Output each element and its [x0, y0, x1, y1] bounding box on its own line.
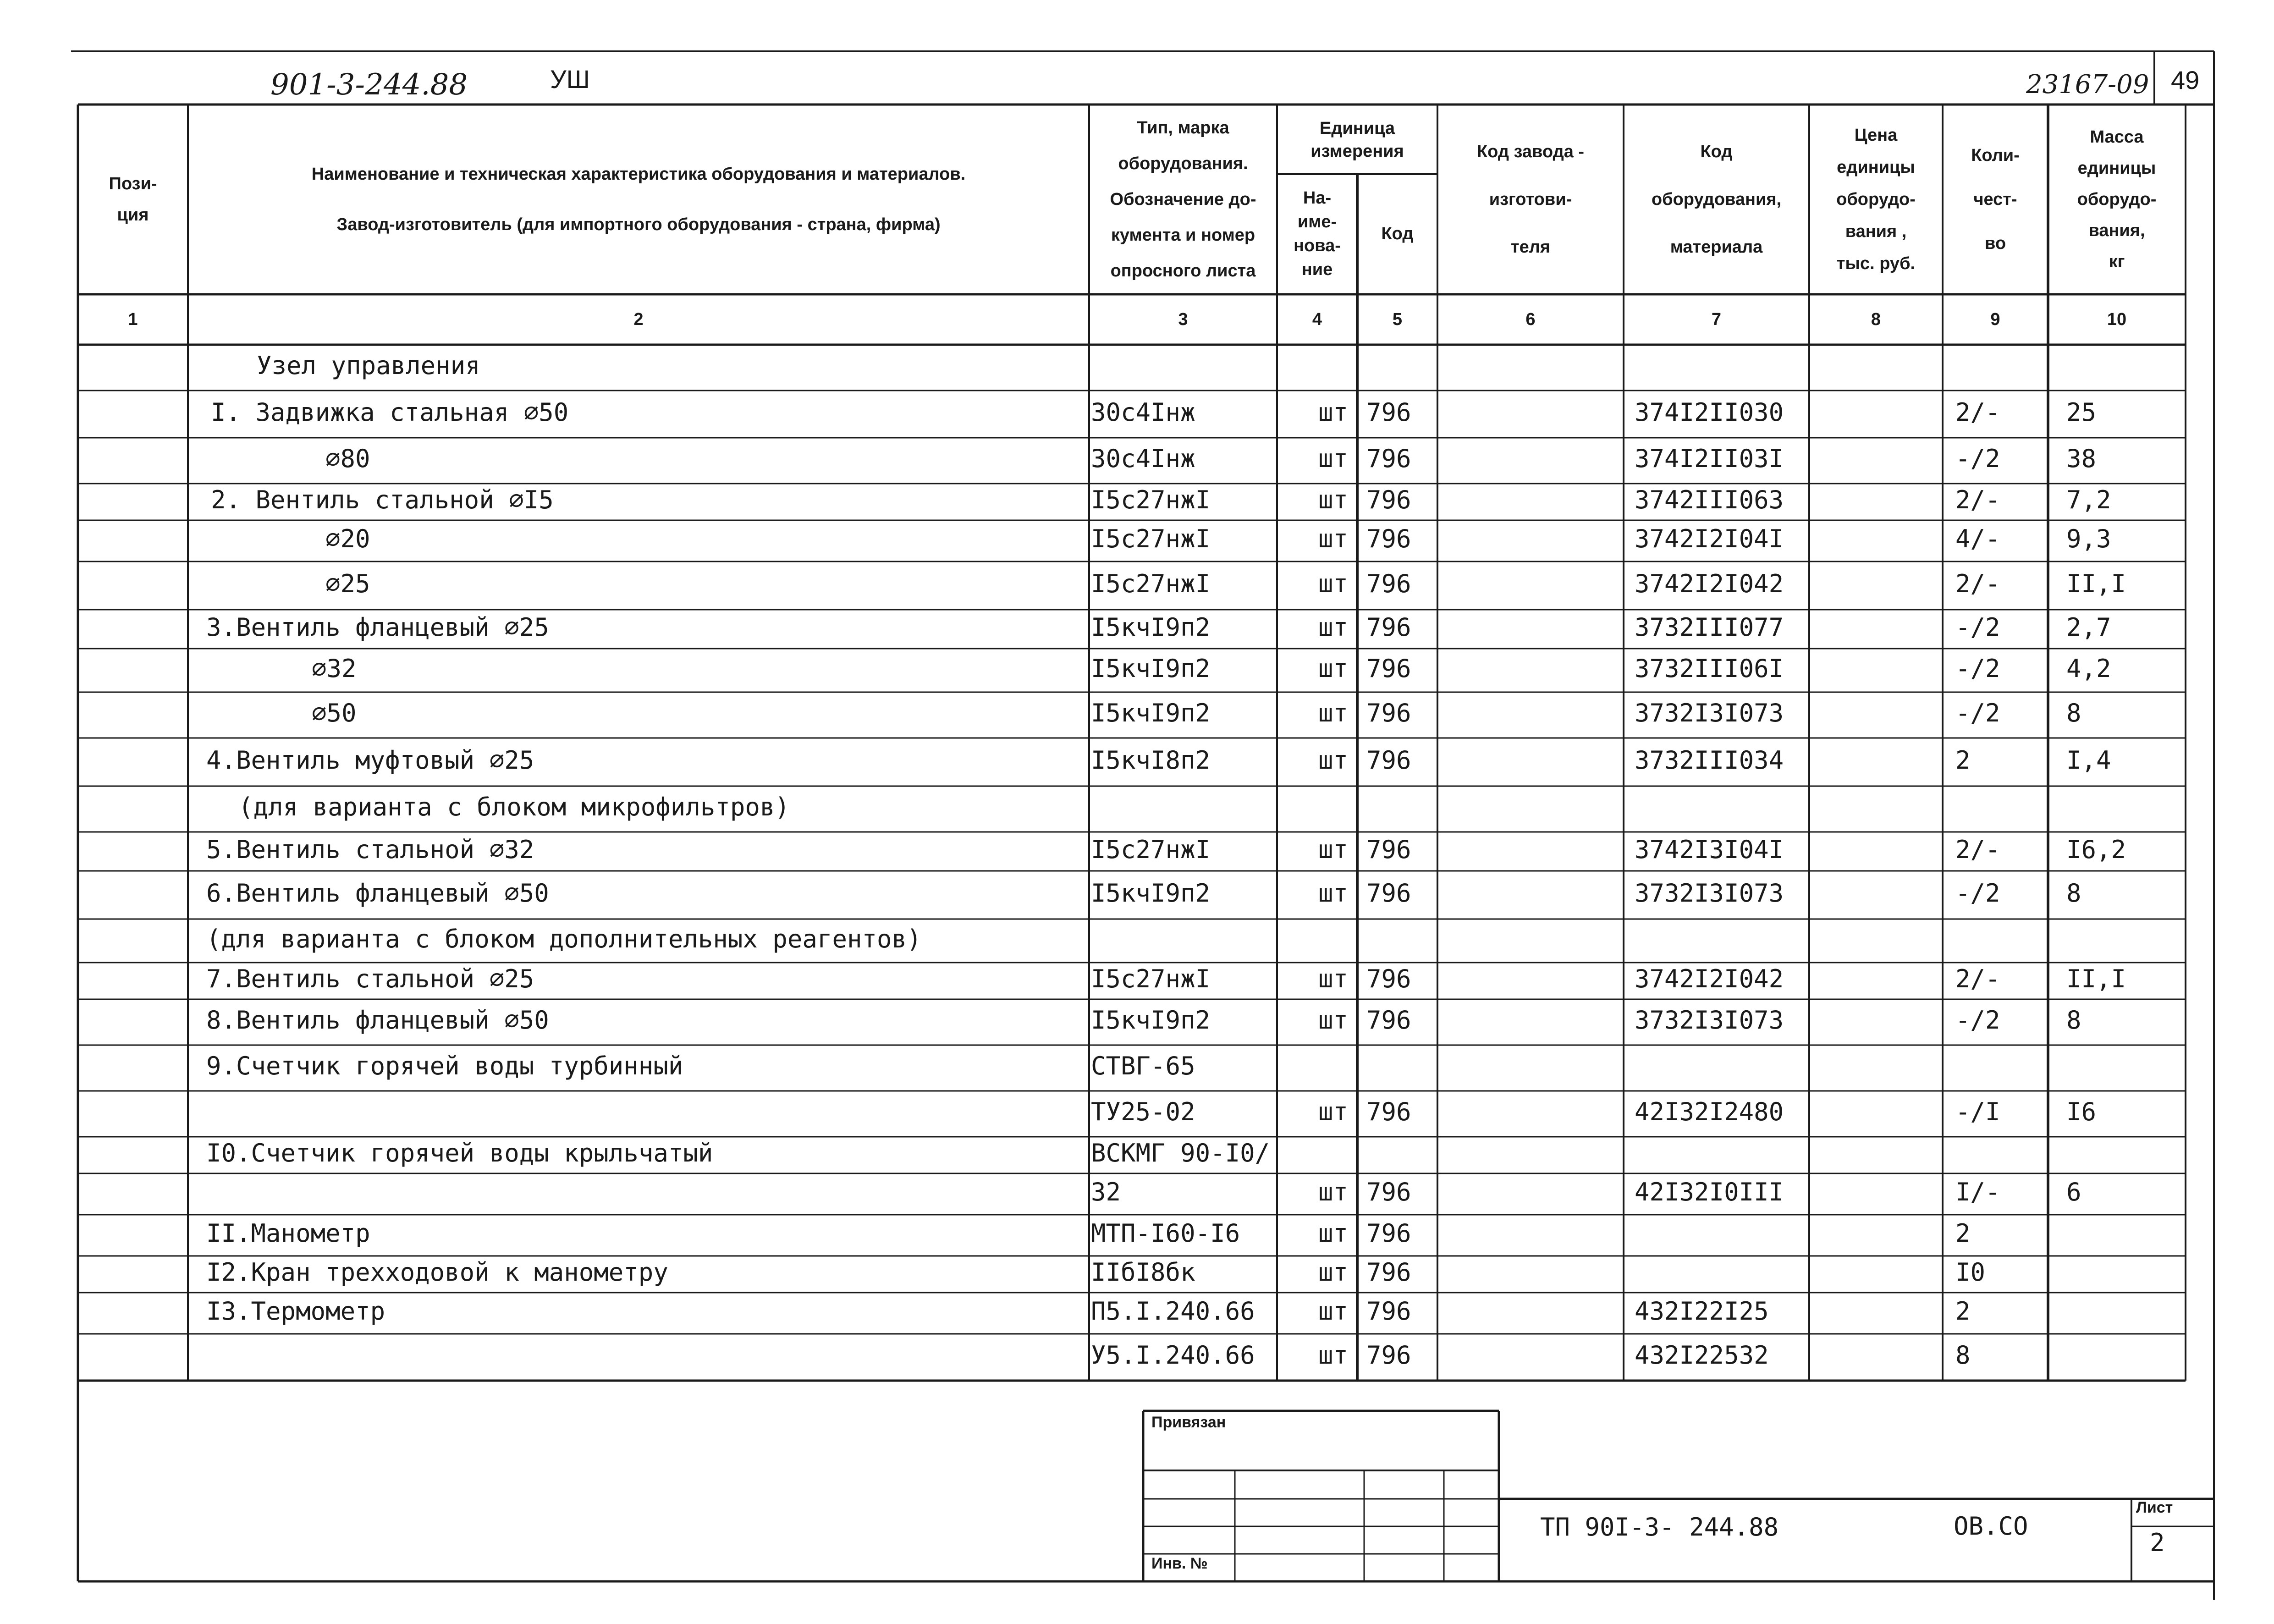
cell-unit-code: 796: [1366, 1006, 1411, 1035]
colnum-10: 10: [2107, 309, 2127, 329]
cell-name: (для варианта с блоком микрофильтров): [238, 793, 790, 821]
cell-unit: шт: [1318, 612, 1348, 642]
cell-mass: II,I: [2066, 569, 2126, 598]
cell-unit: шт: [1318, 1097, 1348, 1126]
cell-name: 8.Вентиль фланцевый ∅50: [206, 1006, 549, 1035]
stamp-bound-label: Привязан: [1151, 1414, 1226, 1431]
cell-name: 3.Вентиль фланцевый ∅25: [206, 612, 549, 642]
colnum-8: 8: [1871, 309, 1881, 329]
cell-name: 7.Вентиль стальной ∅25: [206, 964, 534, 993]
cell-name: (для варианта с блоком дополнительных реагентов): [206, 924, 922, 953]
header-factory-code: Код завода - изготови- теля: [1476, 142, 1585, 257]
header-unit-price: Цена единицы оборудо- вания , тыс. руб.: [1836, 126, 1916, 273]
page-number: 49: [2171, 66, 2200, 94]
header-equipment-code: Код оборудования, материала: [1651, 142, 1782, 257]
cell-equipment-code: 3742I2I042: [1635, 964, 1784, 993]
cell-quantity: -/2: [1955, 699, 2000, 727]
cell-unit-code: 796: [1366, 878, 1411, 908]
cell-type: 32: [1091, 1178, 1121, 1206]
cell-quantity: 2: [1955, 1219, 1971, 1248]
cell-unit: шт: [1318, 964, 1348, 993]
cell-equipment-code: 3732I3I073: [1635, 699, 1784, 727]
cell-type: I5кчI8п2: [1091, 745, 1211, 775]
colnum-6: 6: [1525, 309, 1536, 329]
cell-unit-code: 796: [1366, 1297, 1411, 1326]
stamp-sheet-number: 2: [2150, 1528, 2165, 1557]
cell-quantity: I0: [1955, 1258, 1986, 1287]
cell-mass: 8: [2066, 1006, 2081, 1035]
cell-unit: шт: [1318, 654, 1348, 683]
stamp-inv-label: Инв. №: [1151, 1555, 1208, 1572]
cell-name: I3.Термометр: [206, 1297, 385, 1326]
cell-unit: шт: [1318, 1341, 1348, 1370]
stamp-sheet-label: Лист: [2136, 1499, 2173, 1516]
header-quantity: Коли- чест- во: [1971, 146, 2020, 253]
cell-equipment-code: 432I22I25: [1635, 1297, 1769, 1326]
cell-type: I5с27нжI: [1091, 569, 1211, 598]
cell-name: 6.Вентиль фланцевый ∅50: [206, 878, 549, 908]
cell-equipment-code: 374I2II03I: [1635, 444, 1784, 473]
cell-unit: шт: [1318, 397, 1348, 427]
cell-mass: 6: [2066, 1178, 2081, 1206]
header-type: Тип, марка оборудования. Обозначение до- кумента и номер опросного листа: [1110, 118, 1256, 281]
cell-name: ∅25: [325, 569, 370, 598]
cell-mass: 7,2: [2066, 485, 2111, 514]
cell-name: II.Манометр: [206, 1219, 370, 1248]
cell-equipment-code: 3742I3I04I: [1635, 835, 1784, 864]
header-unit-code: Код: [1381, 224, 1414, 243]
cell-equipment-code: 3742I2I042: [1635, 569, 1784, 598]
cell-name: ∅20: [325, 524, 370, 553]
cell-unit-code: 796: [1366, 444, 1411, 473]
cell-quantity: -/2: [1955, 878, 2000, 908]
cell-type: СТВГ-65: [1091, 1051, 1195, 1080]
cell-equipment-code: 432I22532: [1635, 1341, 1769, 1370]
colnum-2: 2: [633, 309, 644, 329]
cell-mass: II,I: [2066, 964, 2126, 993]
cell-unit-code: 796: [1366, 835, 1411, 864]
header-unit-name: На- име- нова- ние: [1294, 188, 1341, 279]
cell-name: 9.Счетчик горячей воды турбинный: [206, 1051, 683, 1080]
cell-type: I5кчI9п2: [1091, 699, 1211, 727]
cell-type: У5.I.240.66: [1091, 1341, 1255, 1370]
cell-unit-code: 796: [1366, 1097, 1411, 1126]
colnum-9: 9: [1990, 309, 2000, 329]
cell-unit: шт: [1318, 1297, 1348, 1326]
cell-unit-code: 796: [1366, 964, 1411, 993]
cell-mass: 2,7: [2066, 612, 2111, 642]
cell-mass: 25: [2066, 397, 2097, 427]
cell-type: 30с4Iнж: [1091, 444, 1195, 473]
cell-name: ∅50: [312, 699, 357, 727]
cell-unit-code: 796: [1366, 397, 1411, 427]
cell-quantity: -/2: [1955, 444, 2000, 473]
cell-mass: I6: [2066, 1097, 2097, 1126]
cell-unit-code: 796: [1366, 569, 1411, 598]
cell-unit: шт: [1318, 1258, 1348, 1287]
cell-equipment-code: 42I32I2480: [1635, 1097, 1784, 1126]
header-unit-mass: Масса единицы оборудо- вания, кг: [2077, 127, 2157, 271]
cell-mass: 8: [2066, 699, 2081, 727]
cell-equipment-code: 3732I3I073: [1635, 1006, 1784, 1035]
cell-type: I5кчI9п2: [1091, 612, 1211, 642]
cell-equipment-code: 3742I2I04I: [1635, 524, 1784, 553]
cell-mass: I6,2: [2066, 835, 2126, 864]
cell-mass: 38: [2066, 444, 2097, 473]
cell-type: I5с27нжI: [1091, 835, 1211, 864]
cell-quantity: 8: [1955, 1341, 1971, 1370]
colnum-5: 5: [1392, 309, 1403, 329]
cell-quantity: 2/-: [1955, 964, 2000, 993]
cell-quantity: 2: [1955, 1297, 1971, 1326]
colnum-4: 4: [1312, 309, 1322, 329]
cell-equipment-code: 3732III06I: [1635, 654, 1784, 683]
cell-unit: шт: [1318, 444, 1348, 473]
cell-unit-code: 796: [1366, 654, 1411, 683]
cell-name: I2.Кран трехходовой к манометру: [206, 1258, 668, 1287]
album-label: УШ: [550, 65, 590, 94]
cell-mass: 4,2: [2066, 654, 2111, 683]
cell-type: I5кчI9п2: [1091, 1006, 1211, 1035]
cell-name: 2. Вентиль стальной ∅I5: [211, 485, 554, 514]
cell-type: 30с4Iнж: [1091, 397, 1195, 427]
cell-unit-code: 796: [1366, 485, 1411, 514]
cell-type: I5с27нжI: [1091, 524, 1211, 553]
cell-unit: шт: [1318, 569, 1348, 598]
cell-name: I. Задвижка стальная ∅50: [211, 397, 569, 427]
cell-type: МТП-I60-I6: [1091, 1219, 1240, 1248]
cell-quantity: 2/-: [1955, 485, 2000, 514]
cell-quantity: 2/-: [1955, 397, 2000, 427]
colnum-1: 1: [128, 309, 138, 329]
cell-unit: шт: [1318, 878, 1348, 908]
cell-equipment-code: 42I32I0III: [1635, 1178, 1784, 1206]
cell-equipment-code: 3732III077: [1635, 612, 1784, 642]
stamp-designation: ТП 90I-3- 244.88: [1540, 1513, 1779, 1541]
cell-unit-code: 796: [1366, 524, 1411, 553]
cell-equipment-code: 3732III034: [1635, 745, 1784, 775]
cell-quantity: 4/-: [1955, 524, 2000, 553]
cell-quantity: 2/-: [1955, 569, 2000, 598]
cell-name: I0.Счетчик горячей воды крыльчатый: [206, 1139, 713, 1167]
header-name: Наименование и техническая характеристика оборудования и материалов. Завод-изготовитель (для импортного оборудования - страна, фирма): [311, 165, 966, 234]
cell-unit: шт: [1318, 835, 1348, 864]
cell-unit: шт: [1318, 1006, 1348, 1035]
cell-name: 5.Вентиль стальной ∅32: [206, 835, 534, 864]
cell-type: IIбI8бк: [1091, 1258, 1195, 1287]
cell-unit: шт: [1318, 745, 1348, 775]
handwritten-doc-number: 901-3-244.88: [270, 68, 468, 102]
cell-type: П5.I.240.66: [1091, 1297, 1255, 1326]
cell-unit: шт: [1318, 1178, 1348, 1206]
cell-type: I5с27нжI: [1091, 964, 1211, 993]
cell-equipment-code: 3732I3I073: [1635, 878, 1784, 908]
cell-equipment-code: 3742III063: [1635, 485, 1784, 514]
cell-quantity: -/2: [1955, 654, 2000, 683]
cell-unit-code: 796: [1366, 1178, 1411, 1206]
cell-unit-code: 796: [1366, 1341, 1411, 1370]
cell-name: ∅32: [312, 654, 357, 683]
cell-name: 4.Вентиль муфтовый ∅25: [206, 745, 534, 775]
cell-quantity: -/2: [1955, 612, 2000, 642]
cell-type: I5кчI9п2: [1091, 654, 1211, 683]
cell-unit-code: 796: [1366, 745, 1411, 775]
cell-unit-code: 796: [1366, 699, 1411, 727]
cell-type: I5с27нжI: [1091, 485, 1211, 514]
cell-unit: шт: [1318, 524, 1348, 553]
cell-type: I5кчI9п2: [1091, 878, 1211, 908]
cell-quantity: -/2: [1955, 1006, 2000, 1035]
header-position: Пози- ция: [109, 174, 157, 225]
cell-unit-code: 796: [1366, 1219, 1411, 1248]
cell-unit: шт: [1318, 1219, 1348, 1248]
cell-mass: I,4: [2066, 745, 2111, 775]
cell-unit: шт: [1318, 699, 1348, 727]
cell-unit-code: 796: [1366, 612, 1411, 642]
cell-type: ТУ25-02: [1091, 1097, 1195, 1126]
cell-quantity: I/-: [1955, 1178, 2000, 1206]
cell-name: Узел управления: [257, 351, 480, 380]
archive-number: 23167-09: [2026, 70, 2149, 99]
header-unit-group: Единица измерения: [1310, 119, 1404, 161]
cell-name: ∅80: [325, 444, 370, 473]
cell-quantity: 2/-: [1955, 835, 2000, 864]
stamp-section: ОВ.СО: [1954, 1512, 2028, 1541]
colnum-3: 3: [1178, 309, 1188, 329]
cell-unit: шт: [1318, 485, 1348, 514]
cell-mass: 8: [2066, 878, 2081, 908]
colnum-7: 7: [1711, 309, 1722, 329]
cell-mass: 9,3: [2066, 524, 2111, 553]
cell-equipment-code: 374I2II030: [1635, 397, 1784, 427]
cell-quantity: -/I: [1955, 1097, 2000, 1126]
cell-type: ВСКМГ 90-I0/: [1091, 1139, 1270, 1167]
cell-unit-code: 796: [1366, 1258, 1411, 1287]
cell-quantity: 2: [1955, 745, 1971, 775]
